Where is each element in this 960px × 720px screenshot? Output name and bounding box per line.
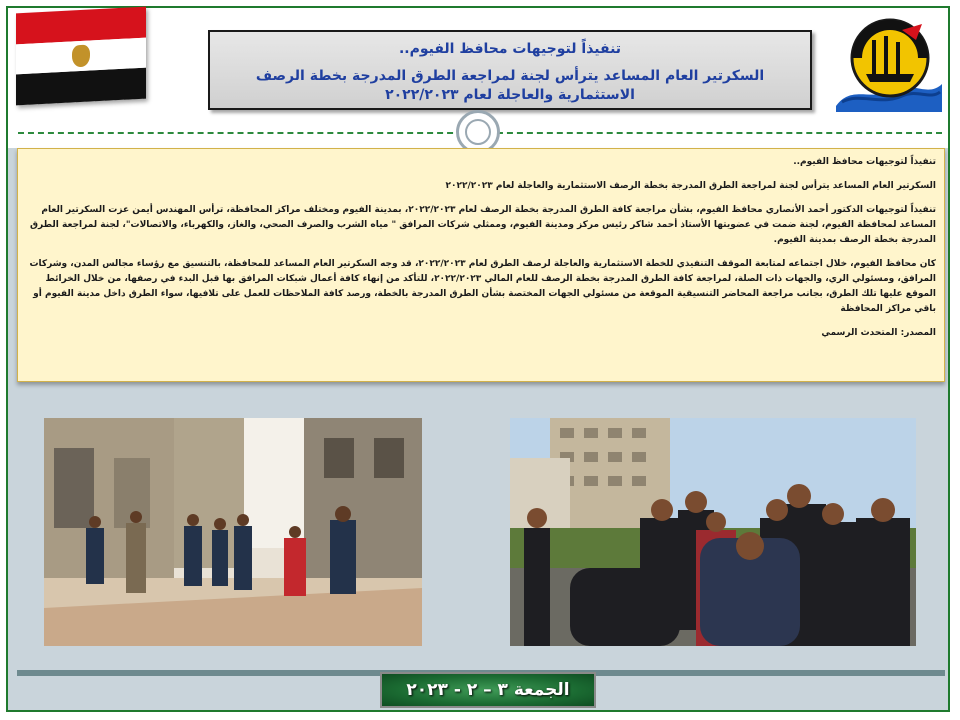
article-source: المصدر: المتحدث الرسمي	[821, 328, 936, 338]
officials-group-photo-right	[510, 418, 916, 646]
headline-line-1: تنفيذاً لتوجيهات محافظ الفيوم..	[398, 41, 622, 57]
article-paragraph-3: تنفيذاً لتوجيهات الدكتور أحمد الأنصاري محافظ الفيوم، بشأن مراجعة كافة الطرق المدرجة بخطة الرصف لعام ٢٠٢٢/٢٠٢٣، بمدينة الفيوم ومختلف مراكز المحافظة، ترأس المهندس أيمن عزت السكرتير العام المساعد لمحافظة الفيوم، لجنة ضمت في عضويتها الأستاذ أحمد شاكر رئيس مركز ومدينة الفيوم، وممثلي شركات المرافق " مياه الشرب والصرف الصحي، والغاز، والكهرباء، والاتصالات"، لجنة لمراجعة الطرق المدرجة بخطة الرصف بمدينة الفيوم.	[30, 205, 936, 245]
egypt-flag-image	[16, 7, 146, 106]
headline-line-2: السكرتير العام المساعد يترأس لجنة لمراجعة الطرق المدرجة بخطة الرصف الاستثمارية والعاجلة لعام ٢٠٢٢/٢٠٢٣	[255, 68, 765, 103]
headline-box	[208, 30, 812, 110]
article-paragraph-1: تنفيذاً لتوجيهات محافظ الفيوم..	[793, 157, 936, 167]
article-panel	[17, 148, 945, 382]
article-paragraph-4: كان محافظ الفيوم، خلال اجتماعه لمتابعة الموقف التنفيذي للخطة الاستثمارية والعاجلة لرصف الطرق لعام ٢٠٢٢/٢٠٢٣، قد وجه السكرتير العام المساعد للمحافظة، بالتنسيق مع رؤساء مجالس المدن، وشركات المرافق، ومسئولي الري، والجهات ذات الصلة، لمراجعة كافة الطرق المدرجة بخطة الرصف للعام المالي ٢٠٢٢/٢٠٢٣، للتأكد من إنهاء كافة أعمال شبكات المرافق بها قبل البدء في رصفها، من خلال الخرائط الموقع عليها تلك الطرق، بجانب مراجعة المحاضر التنسيقية الموقعة من مسئولي الجهات المختصة بشأن الطرق المدرجة بالخطة، ورصد كافة الملاحظات للعمل على تلافيها، سواء الطرق داخل مدينة الفيوم أو باقي مراكز المحافظة	[29, 259, 936, 314]
fayoum-governorate-logo	[832, 14, 944, 112]
eagle-icon	[72, 45, 90, 68]
article-paragraph-2: السكرتير العام المساعد يترأس لجنة لمراجعة الطرق المدرجة بخطة الرصف الاستثمارية والعاجلة لعام ٢٠٢٢/٢٠٢٣	[445, 181, 936, 191]
date-label: الجمعة ٣ – ٢ - ٢٠٢٣	[406, 680, 570, 700]
street-inspection-photo-left	[44, 418, 422, 646]
date-badge	[380, 672, 596, 708]
